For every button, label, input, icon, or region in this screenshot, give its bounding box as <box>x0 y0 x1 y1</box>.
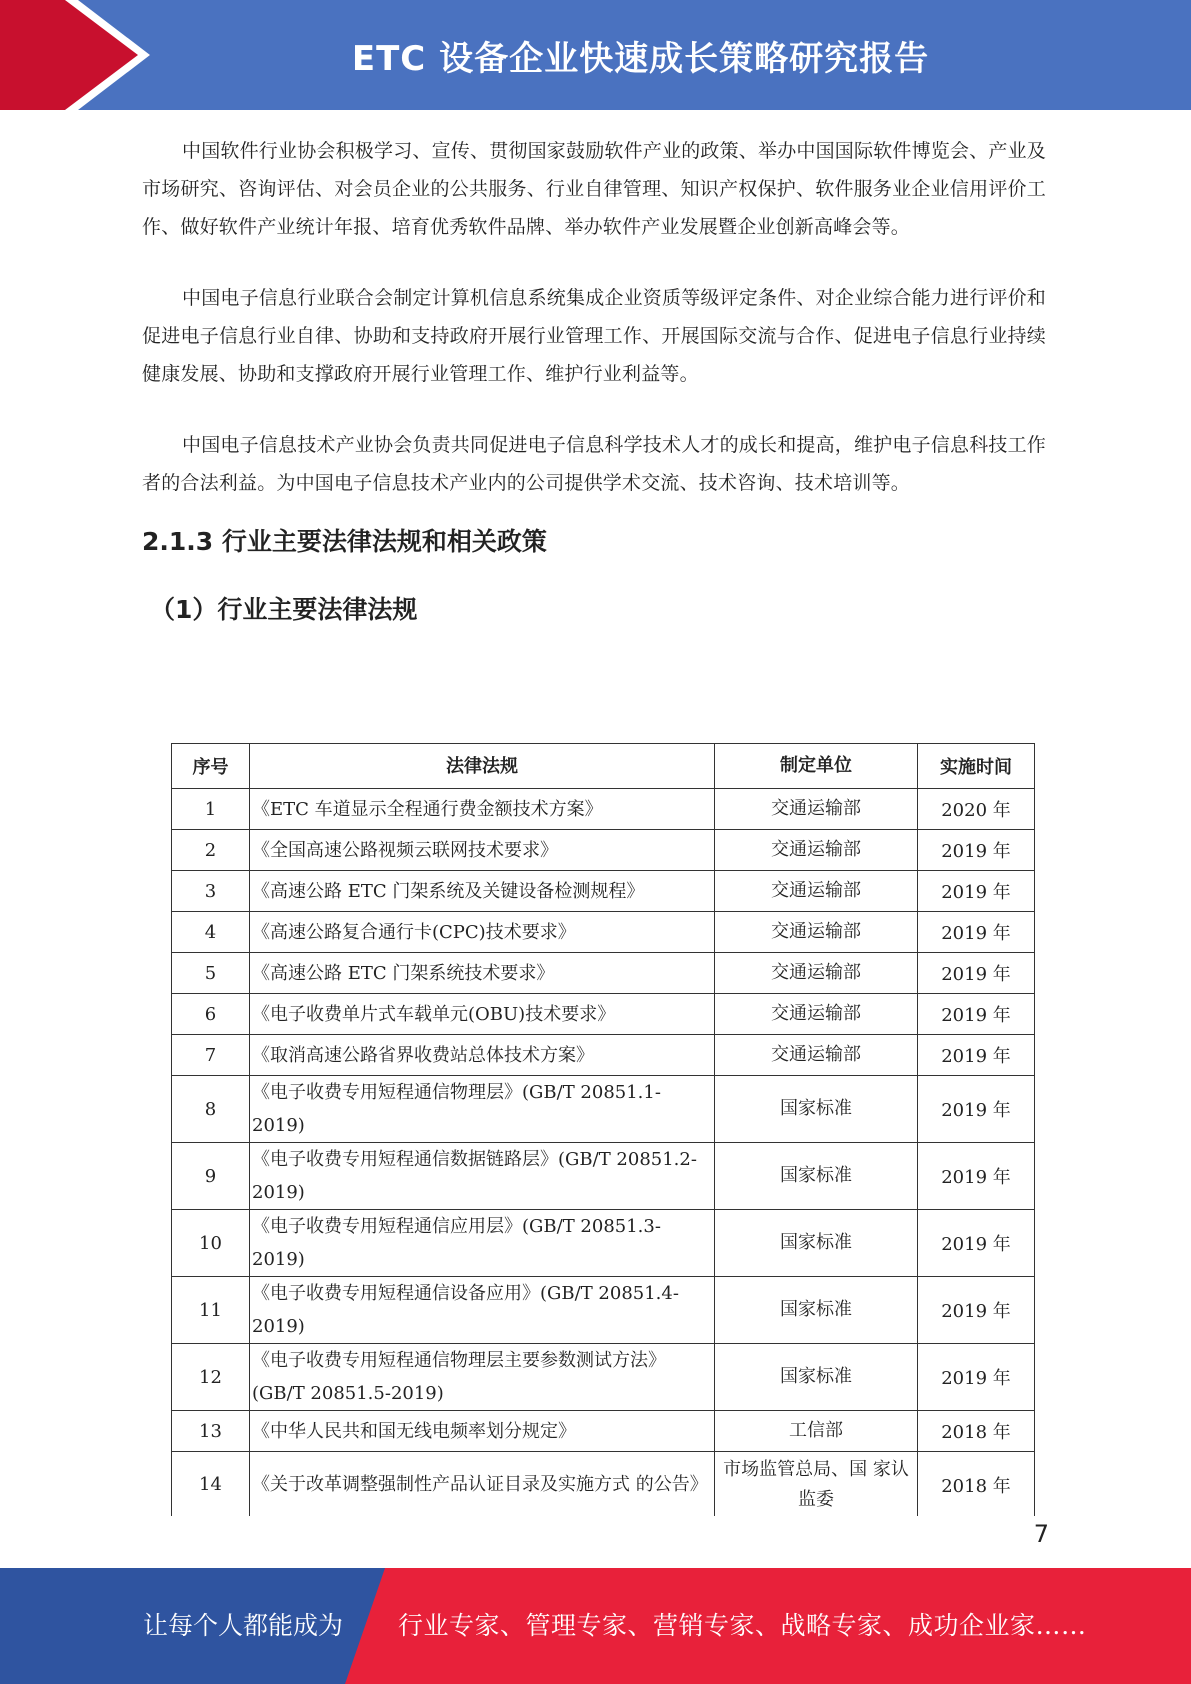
cell-year: 2019 年 <box>918 953 1035 994</box>
cell-no: 5 <box>172 953 250 994</box>
header-banner <box>0 0 1191 110</box>
report-title: ETC 设备企业快速成长策略研究报告 <box>351 38 930 79</box>
table-row <box>172 1143 1035 1210</box>
cell-law: 《高速公路 ETC 门架系统技术要求》 <box>250 953 715 994</box>
cell-no: 2 <box>172 830 250 871</box>
cell-law: 《中华人民共和国无线电频率划分规定》 <box>250 1411 715 1452</box>
footer-slogan-left: 让每个人都能成为 <box>143 1611 344 1640</box>
cell-law: 《电子收费专用短程通信应用层》(GB/T 20851.3-2019) <box>250 1210 715 1277</box>
footer-slogan-right: 行业专家、管理专家、营销专家、战略专家、成功企业家…… <box>398 1611 1087 1640</box>
cell-no: 11 <box>172 1277 250 1344</box>
page-number: 7 <box>1033 1520 1049 1548</box>
cell-no: 3 <box>172 871 250 912</box>
cell-law: 《电子收费单片式车载单元(OBU)技术要求》 <box>250 994 715 1035</box>
cell-year: 2019 年 <box>918 1035 1035 1076</box>
cell-no: 6 <box>172 994 250 1035</box>
table-row <box>172 1035 1035 1076</box>
cell-law: 《电子收费专用短程通信设备应用》(GB/T 20851.4-2019) <box>250 1277 715 1344</box>
header-arrow-decoration <box>0 0 150 110</box>
header-year: 实施时间 <box>918 744 1035 789</box>
cell-year: 2018 年 <box>918 1411 1035 1452</box>
cell-law: 《取消高速公路省界收费站总体技术方案》 <box>250 1035 715 1076</box>
cell-year: 2019 年 <box>918 871 1035 912</box>
cell-year: 2018 年 <box>918 1452 1035 1518</box>
cell-unit: 交通运输部 <box>715 912 918 953</box>
paragraph-1: 中国软件行业协会积极学习、宣传、贯彻国家鼓励软件产业的政策、举办中国国际软件博览会、产业及市场研究、咨询评估、对会员企业的公共服务、行业自律管理、知识产权保护、软件服务业企业信用评价工作、做好软件产业统计年报、培育优秀软件品牌、举办软件产业发展暨企业创新高峰会等。 <box>142 140 1047 238</box>
cell-law: 《高速公路复合通行卡(CPC)技术要求》 <box>250 912 715 953</box>
table-row <box>172 912 1035 953</box>
paragraph-3: 中国电子信息技术产业协会负责共同促进电子信息科学技术人才的成长和提高，维护电子信息科技工作者的合法利益。为中国电子信息技术产业内的公司提供学术交流、技术咨询、技术培训等。 <box>142 434 1047 494</box>
cell-unit: 交通运输部 <box>715 994 918 1035</box>
table-row <box>172 871 1035 912</box>
cell-no: 14 <box>172 1452 250 1518</box>
cell-no: 1 <box>172 789 250 830</box>
cell-unit: 国家标准 <box>715 1076 918 1143</box>
table-row <box>172 953 1035 994</box>
paragraph-2: 中国电子信息行业联合会制定计算机信息系统集成企业资质等级评定条件、对企业综合能力进行评价和促进电子信息行业自律、协助和支持政府开展行业管理工作、开展国际交流与合作、促进电子信息行业持续健康发展、协助和支撑政府开展行业管理工作、维护行业利益等。 <box>142 287 1047 385</box>
section-heading: 2.1.3 行业主要法律法规和相关政策 <box>142 527 547 556</box>
laws-table <box>171 743 1035 1518</box>
cell-year: 2019 年 <box>918 1344 1035 1411</box>
cell-no: 9 <box>172 1143 250 1210</box>
cell-no: 13 <box>172 1411 250 1452</box>
cell-unit: 交通运输部 <box>715 789 918 830</box>
header-unit: 制定单位 <box>715 744 918 789</box>
cell-year: 2019 年 <box>918 1210 1035 1277</box>
table-row <box>172 1344 1035 1411</box>
table-header-row <box>172 744 1035 789</box>
cell-law: 《全国高速公路视频云联网技术要求》 <box>250 830 715 871</box>
cell-year: 2019 年 <box>918 830 1035 871</box>
page-break-mask <box>0 1516 1191 1576</box>
cell-law: 《关于改革调整强制性产品认证目录及实施方式 的公告》 <box>250 1452 715 1518</box>
cell-unit: 交通运输部 <box>715 830 918 871</box>
cell-year: 2019 年 <box>918 1277 1035 1344</box>
table-row <box>172 1452 1035 1518</box>
cell-unit: 国家标准 <box>715 1344 918 1411</box>
cell-year: 2020 年 <box>918 789 1035 830</box>
cell-law: 《电子收费专用短程通信物理层》(GB/T 20851.1-2019) <box>250 1076 715 1143</box>
cell-law: 《电子收费专用短程通信数据链路层》(GB/T 20851.2-2019) <box>250 1143 715 1210</box>
cell-year: 2019 年 <box>918 912 1035 953</box>
cell-law: 《ETC 车道显示全程通行费金额技术方案》 <box>250 789 715 830</box>
cell-no: 4 <box>172 912 250 953</box>
cell-year: 2019 年 <box>918 1143 1035 1210</box>
cell-law: 《高速公路 ETC 门架系统及关键设备检测规程》 <box>250 871 715 912</box>
subsection-heading: （1）行业主要法律法规 <box>150 595 418 624</box>
table-row <box>172 789 1035 830</box>
main-content <box>142 132 1046 636</box>
cell-unit: 交通运输部 <box>715 871 918 912</box>
cell-year: 2019 年 <box>918 1076 1035 1143</box>
cell-no: 8 <box>172 1076 250 1143</box>
cell-unit: 交通运输部 <box>715 1035 918 1076</box>
table-row <box>172 830 1035 871</box>
cell-unit: 市场监管总局、国 家认监委 <box>715 1452 918 1518</box>
cell-unit: 交通运输部 <box>715 953 918 994</box>
table-row <box>172 1411 1035 1452</box>
cell-year: 2019 年 <box>918 994 1035 1035</box>
cell-unit: 国家标准 <box>715 1277 918 1344</box>
cell-no: 10 <box>172 1210 250 1277</box>
table-row <box>172 1277 1035 1344</box>
cell-law: 《电子收费专用短程通信物理层主要参数测试方法》(GB/T 20851.5-2019) <box>250 1344 715 1411</box>
table-row <box>172 994 1035 1035</box>
table-row <box>172 1076 1035 1143</box>
cell-unit: 工信部 <box>715 1411 918 1452</box>
header-law: 法律法规 <box>250 744 715 789</box>
header-no: 序号 <box>172 744 250 789</box>
cell-no: 7 <box>172 1035 250 1076</box>
cell-unit: 国家标准 <box>715 1143 918 1210</box>
table-row <box>172 1210 1035 1277</box>
footer-banner <box>0 1568 1191 1684</box>
cell-no: 12 <box>172 1344 250 1411</box>
cell-unit: 国家标准 <box>715 1210 918 1277</box>
